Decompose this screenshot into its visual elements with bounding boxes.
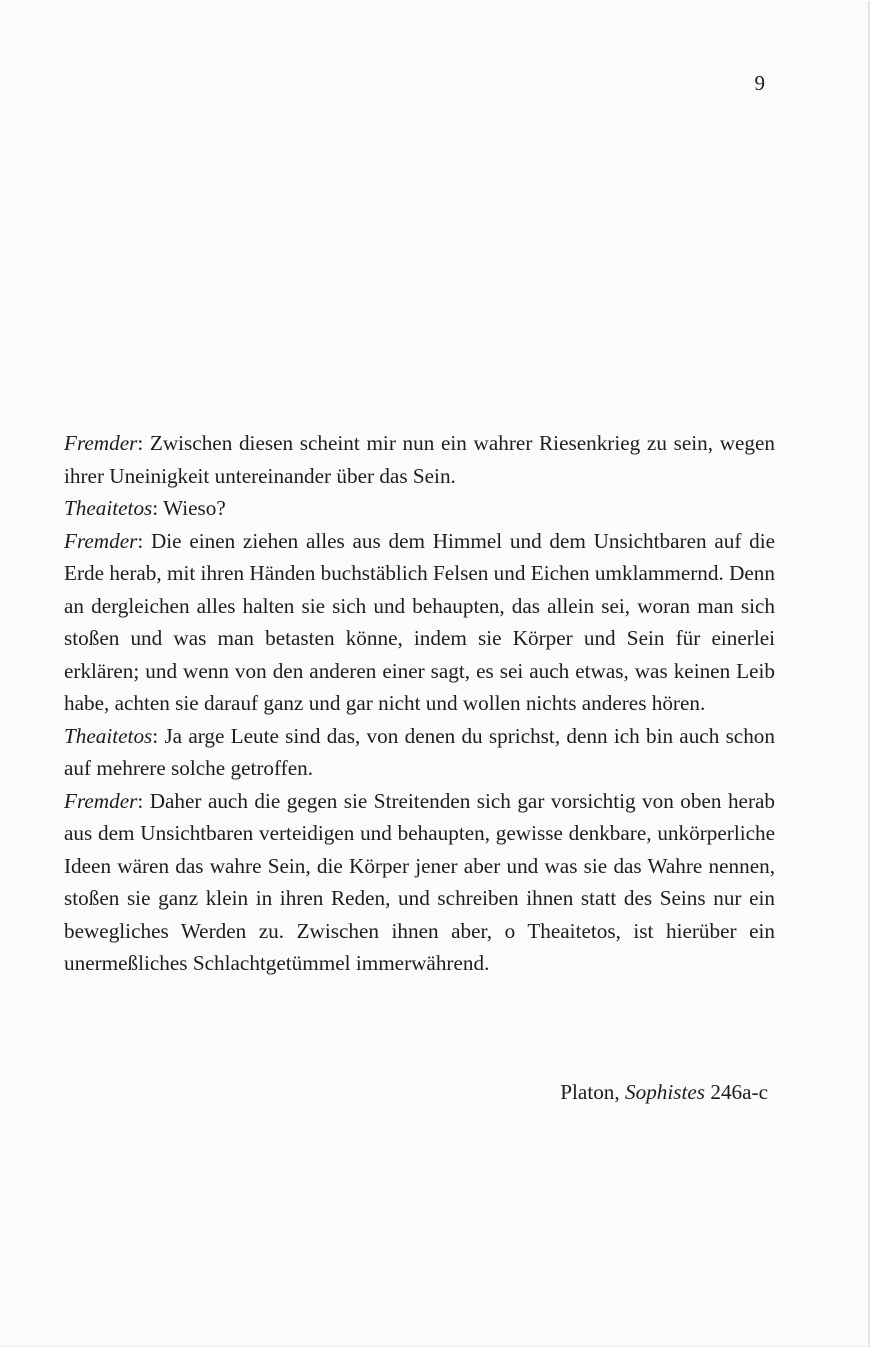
dialogue-turn [64, 720, 775, 785]
speaker-name: Fremder [64, 528, 138, 553]
speaker-name: Fremder [64, 431, 138, 455]
speaker-separator: : [137, 528, 151, 553]
speaker-name: Theaitetos [64, 723, 153, 748]
speaker-separator: : [137, 788, 150, 813]
dialogue-text: Die einen ziehen alles aus dem Himmel und dem Unsichtbaren auf die Erde herab, mit ihren Händen buchstäblich Felsen und Eichen umklammernd. Denn an dergleichen alles halten sie sich und behaupten, das allein sei, woran man sich stoßen und was man betasten könne, indem sie Körper und Sein für einerlei erklären; und wenn von den anderen einer sagt, es sei auch etwas, was keinen Leib habe, achten sie darauf ganz und gar nicht und wollen nichts anderes hören. [64, 528, 775, 715]
dialogue-turn [64, 785, 775, 980]
dialogue-turn [64, 525, 775, 720]
citation-reference: 246a-c [705, 1080, 768, 1104]
citation-work: Sophistes [625, 1080, 706, 1104]
speaker-separator: : [137, 431, 150, 455]
speaker-separator: : [152, 496, 164, 520]
dialogue-excerpt [64, 427, 775, 980]
dialogue-text: Zwischen diesen scheint mir nun ein wahrer Riesenkrieg zu sein, wegen ihrer Uneinigkeit untereinander über das Sein. [64, 431, 775, 488]
page-number: 9 [754, 71, 765, 95]
dialogue-turn [64, 492, 775, 525]
dialogue-text: Ja arge Leute sind das, von denen du sprichst, denn ich bin auch schon auf mehrere solche getroffen. [64, 723, 775, 780]
speaker-name: Fremder [64, 788, 138, 813]
speaker-separator: : [152, 723, 165, 748]
source-citation [560, 1076, 768, 1108]
dialogue-turn [64, 427, 775, 492]
speaker-name: Theaitetos [64, 496, 153, 520]
book-page [1, 1, 870, 1347]
dialogue-text: Daher auch die gegen sie Streitenden sich gar vorsichtig von oben herab aus dem Unsichtbaren verteidigen und behaupten, gewisse denkbare, unkörperliche Ideen wären das wahre Sein, die Körper jener aber und was sie das Wahre nennen, stoßen sie ganz klein in ihren Reden, und schreiben ihnen statt des Seins nur ein bewegliches Werden zu. Zwischen ihnen aber, o Theaitetos, ist hierüber ein unermeßliches Schlachtgetümmel immerwährend. [64, 788, 775, 975]
citation-author: Platon, [560, 1080, 625, 1104]
dialogue-text: Wieso? [163, 496, 226, 520]
